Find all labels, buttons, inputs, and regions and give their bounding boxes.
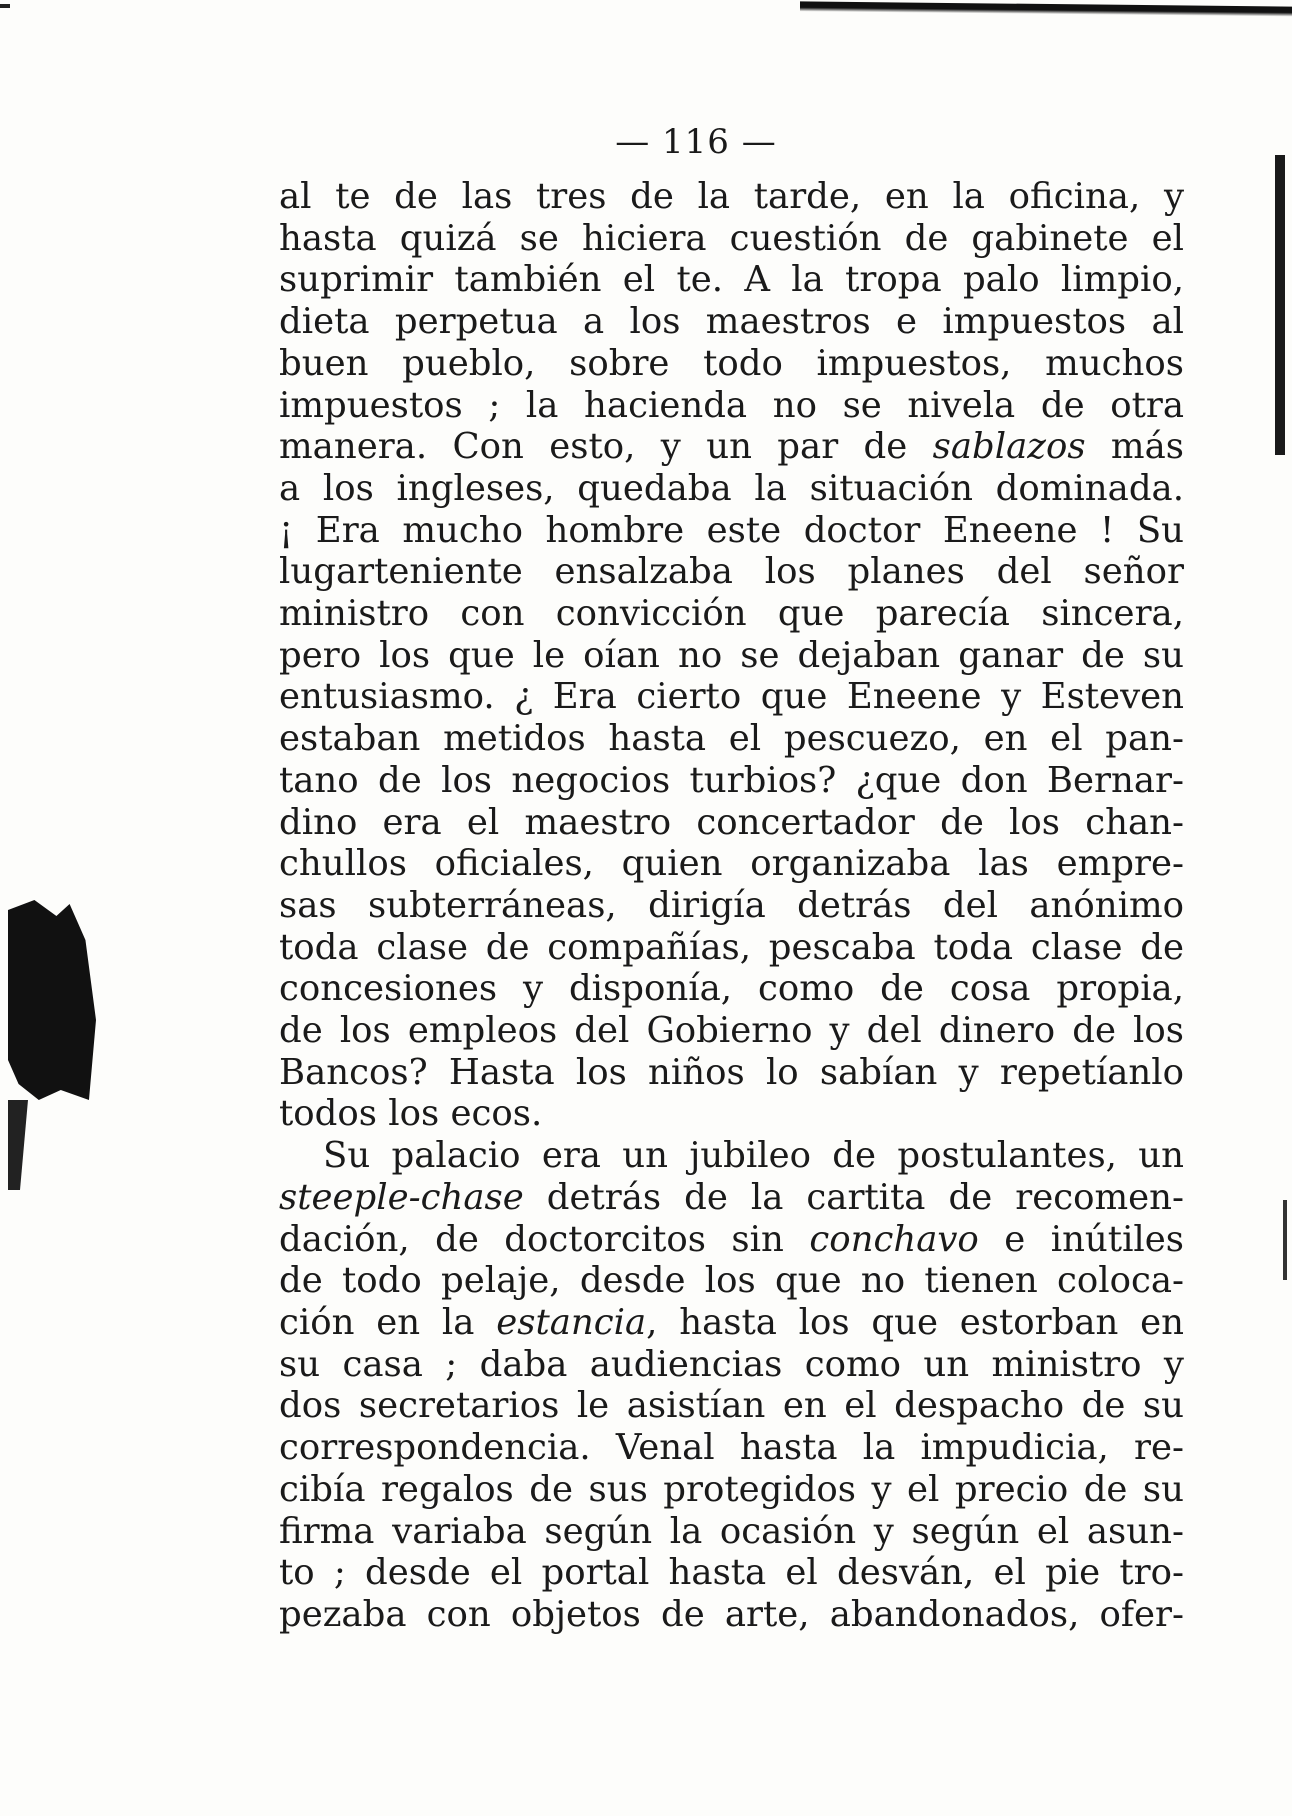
italic-term: steeple-chase [279,1176,524,1218]
text-run: detrás de la cartita de recomen- [523,1176,1184,1218]
text-line: pero los que le oían no se dejaban ganar de su [279,634,1184,676]
text-run: más [1085,426,1184,468]
page-number: — 116 — [615,122,777,162]
text-line: a los ingleses, quedaba la situación dominada. [279,467,1184,509]
text-line: dieta perpetua a los maestros e impuestos al [279,301,1184,343]
italic-term: conchavo [809,1218,979,1260]
text-line: hasta quizá se hiciera cuestión de gabinete el [279,217,1184,259]
italic-term: estancia [496,1301,647,1343]
text-line: todos los ecos. [279,1093,543,1135]
italic-term: sablazos [932,426,1086,468]
text-line [279,1302,1184,1344]
text-line: to ; desde el portal hasta el desván, el pie tro- [279,1552,1184,1594]
text-run: e inútiles [978,1218,1184,1260]
body-text [279,176,1184,1636]
text-line: ministro con convicción que parecía sincera, [279,593,1184,635]
text-line: Su palacio era un jubileo de postulantes, un [323,1135,1184,1177]
text-line [279,426,1184,468]
text-line: sas subterráneas, dirigía detrás del anónimo [279,884,1184,926]
text-line: buen pueblo, sobre todo impuestos, muchos [279,342,1184,384]
text-line: suprimir también el te. A la tropa palo limpio, [279,259,1184,301]
text-line [279,1177,1184,1219]
text-line: su casa ; daba audiencias como un ministro y [279,1343,1184,1385]
text-line: chullos oficiales, quien organizaba las empre- [279,843,1184,885]
text-line: pezaba con objetos de arte, abandonados, ofer- [279,1593,1184,1635]
scan-mark [0,4,10,8]
text-run: , hasta los que estorban en [646,1301,1185,1343]
scan-ink-blot [8,900,96,1100]
text-line: al te de las tres de la tarde, en la oficina, y [279,176,1184,217]
text-line: dos secretarios le asistían en el despacho de su [279,1385,1184,1427]
text-line: correspondencia. Venal hasta la impudicia, re- [279,1427,1184,1469]
text-line: tano de los negocios turbios? ¿que don Bernar- [279,759,1184,801]
text-line: de todo pelaje, desde los que no tienen coloca- [279,1260,1184,1302]
text-line: concesiones y disponía, como de cosa propia, [279,968,1184,1010]
text-line: lugarteniente ensalzaba los planes del señor [279,551,1184,593]
text-line: de los empleos del Gobierno y del dinero de los [279,1010,1184,1052]
scan-ink-blot-small [8,1100,28,1190]
text-line: dino era el maestro concertador de los chan- [279,801,1184,843]
scan-edge-bar-small [1283,1200,1287,1280]
text-line: ¡ Era mucho hombre este doctor Eneene ! Su [279,509,1184,551]
text-line: firma variaba según la ocasión y según el asun- [279,1510,1184,1552]
scan-edge-shadow [800,1,1292,16]
text-run: dación, de doctorcitos sin [279,1218,810,1260]
text-line: toda clase de compañías, pescaba toda clase de [279,926,1184,968]
text-run: ción en la [279,1301,497,1343]
text-line: entusiasmo. ¿ Era cierto que Eneene y Esteven [279,676,1184,718]
paragraph-2 [279,1135,1184,1635]
text-line: estaban metidos hasta el pescuezo, en el pan- [279,718,1184,760]
text-run: manera. Con esto, y un par de [279,426,933,468]
paragraph-1 [279,176,1184,1135]
text-line [279,1219,1184,1261]
scan-edge-bar [1275,155,1285,455]
text-line: cibía regalos de sus protegidos y el precio de su [279,1468,1184,1510]
text-line: impuestos ; la hacienda no se nivela de otra [279,384,1184,426]
text-line: Bancos? Hasta los niños lo sabían y repetíanlo [279,1051,1184,1093]
